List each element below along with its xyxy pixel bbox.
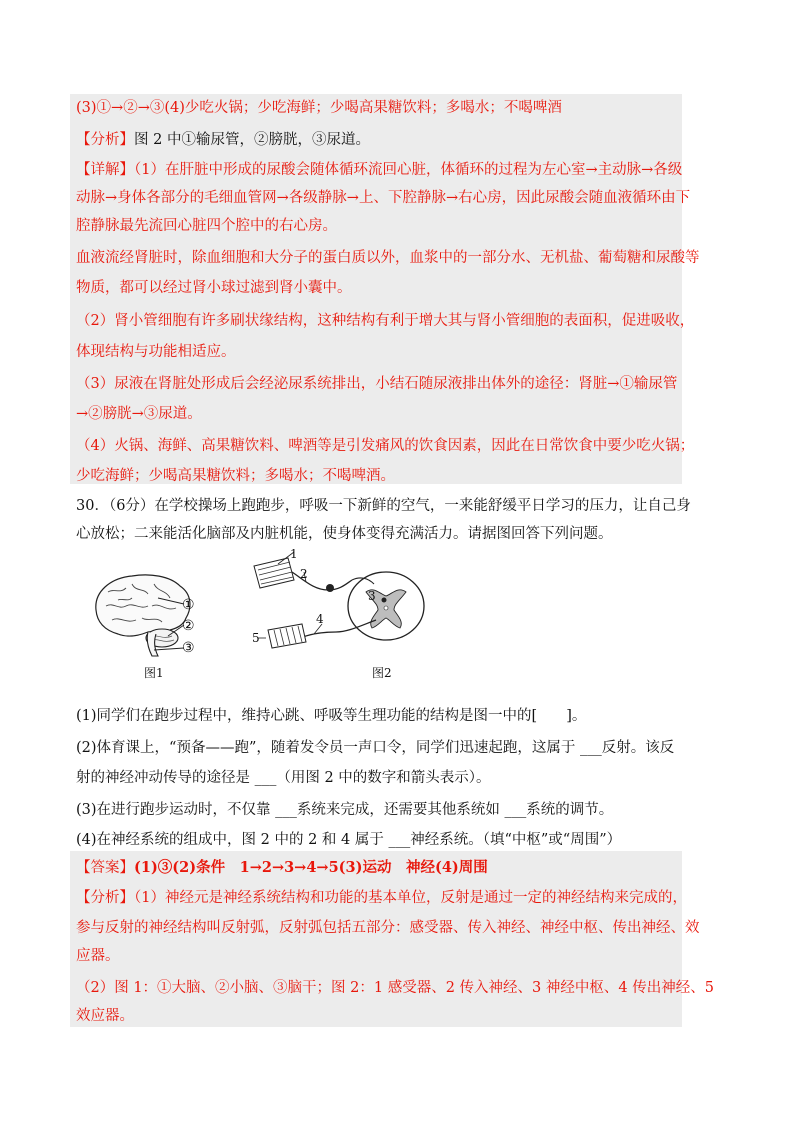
prev-detail-1: 动脉→身体各部分的毛细血管网→各级静脉→上、下腔静脉→右心房，因此尿酸会随血液循环由下 xyxy=(76,190,691,206)
prev-detail-0 xyxy=(76,160,682,180)
fig2-label-3: 3 xyxy=(368,589,376,603)
question-item-4: (4)在神经系统的组成中，图 2 中的 2 和 4 属于 ___神经系统。（填“中枢”或“周围”） xyxy=(76,832,622,848)
analysis-tag: 【分析】 xyxy=(76,132,134,148)
detail-tag: 【详解】 xyxy=(76,162,134,178)
detail-line: （1）在肝脏中形成的尿酸会随体循环流回心脏，体循环的过程为左心室→主动脉→各级 xyxy=(134,162,683,178)
answer-analysis-1: 参与反射的神经结构叫反射弧，反射弧包括五部分：感受器、传入神经、神经中枢、传出神经、效 xyxy=(76,920,700,936)
prev-detail-4: 物质，都可以经过肾小球过滤到肾小囊中。 xyxy=(76,280,352,296)
fig1-caption: 图1 xyxy=(144,666,164,680)
fig2-label-5: 5 xyxy=(252,631,260,645)
brain-figure xyxy=(88,570,218,660)
fig2-label-4: 4 xyxy=(316,612,324,626)
answer-analysis-0 xyxy=(76,888,687,908)
question-item-3: (3)在进行跑步运动时，不仅靠 ___系统来完成，还需要其他系统如 ___系统的调节。 xyxy=(76,802,614,818)
prev-detail-5: （2）肾小管细胞有许多刷状缘结构，这种结构有利于增大其与肾小管细胞的表面积，促进吸收， xyxy=(76,313,695,329)
prev-analysis xyxy=(76,130,370,150)
answer-analysis-tag: 【分析】 xyxy=(76,890,134,906)
answer-analysis-4: 效应器。 xyxy=(76,1008,134,1024)
prev-detail-10: 少吃海鲜；少喝高果糖饮料；多喝水；不喝啤酒。 xyxy=(76,468,395,484)
fig2-label-1: 1 xyxy=(290,547,298,561)
fig1-label-3: ③ xyxy=(182,640,195,656)
fig1-label-2: ② xyxy=(182,618,195,634)
prev-detail-6: 体现结构与功能相适应。 xyxy=(76,344,236,360)
reflex-arc-figure xyxy=(248,550,438,660)
question-item-2b: 射的神经冲动传导的途径是 ___（用图 2 中的数字和箭头表示）。 xyxy=(76,770,491,786)
fig2-caption: 图2 xyxy=(372,666,392,680)
answer-line xyxy=(76,858,488,878)
answer-analysis-2: 应器。 xyxy=(76,948,120,964)
prev-detail-7: （3）尿液在肾脏处形成后会经泌尿系统排出，小结石随尿液排出体外的途径：肾脏→①输尿管 xyxy=(76,376,678,392)
prev-detail-9: （4）火锅、海鲜、高果糖饮料、啤酒等是引发痛风的饮食因素，因此在日常饮食中要少吃火锅； xyxy=(76,438,695,454)
prev-detail-2: 腔静脉最先流回心脏四个腔中的右心房。 xyxy=(76,218,337,234)
question-item-2a: (2)体育课上，“预备——跑”，随着发令员一声口令，同学们迅速起跑，这属于 ___反射。该反 xyxy=(76,740,675,756)
prev-answer-tail: (3)①→②→③(4)少吃火锅；少吃海鲜；少喝高果糖饮料；多喝水；不喝啤酒 xyxy=(76,100,562,116)
answer-analysis-line: （1）神经元是神经系统结构和功能的基本单位，反射是通过一定的神经结构来完成的， xyxy=(134,890,687,906)
analysis-text: 图 2 中①输尿管，②膀胱，③尿道。 xyxy=(134,132,370,148)
answer-text: (1)③(2)条件 1→2→3→4→5(3)运动 神经(4)周围 xyxy=(134,859,488,876)
question-item-1: (1)同学们在跑步过程中，维持心跳、呼吸等生理功能的结构是图一中的[ ]。 xyxy=(76,708,587,724)
prev-detail-3: 血液流经肾脏时，除血细胞和大分子的蛋白质以外，血浆中的一部分水、无机盐、葡萄糖和尿酸等 xyxy=(76,250,700,266)
prev-detail-8: →②膀胱→③尿道。 xyxy=(76,406,202,422)
fig1-label-1: ① xyxy=(182,597,195,613)
answer-tag: 【答案】 xyxy=(76,860,134,876)
fig2-label-2: 2 xyxy=(300,567,308,581)
question-intro-0: 30．（6分）在学校操场上跑跑步，呼吸一下新鲜的空气，一来能舒缓平日学习的压力，让自己身 xyxy=(76,498,691,514)
answer-analysis-3: （2）图 1：①大脑、②小脑、③脑干；图 2：1 感受器、2 传入神经、3 神经中枢、4 传出神经、5 xyxy=(76,980,714,996)
question-intro-1: 心放松；二来能活化脑部及内脏机能，使身体变得充满活力。请据图回答下列问题。 xyxy=(76,526,613,542)
